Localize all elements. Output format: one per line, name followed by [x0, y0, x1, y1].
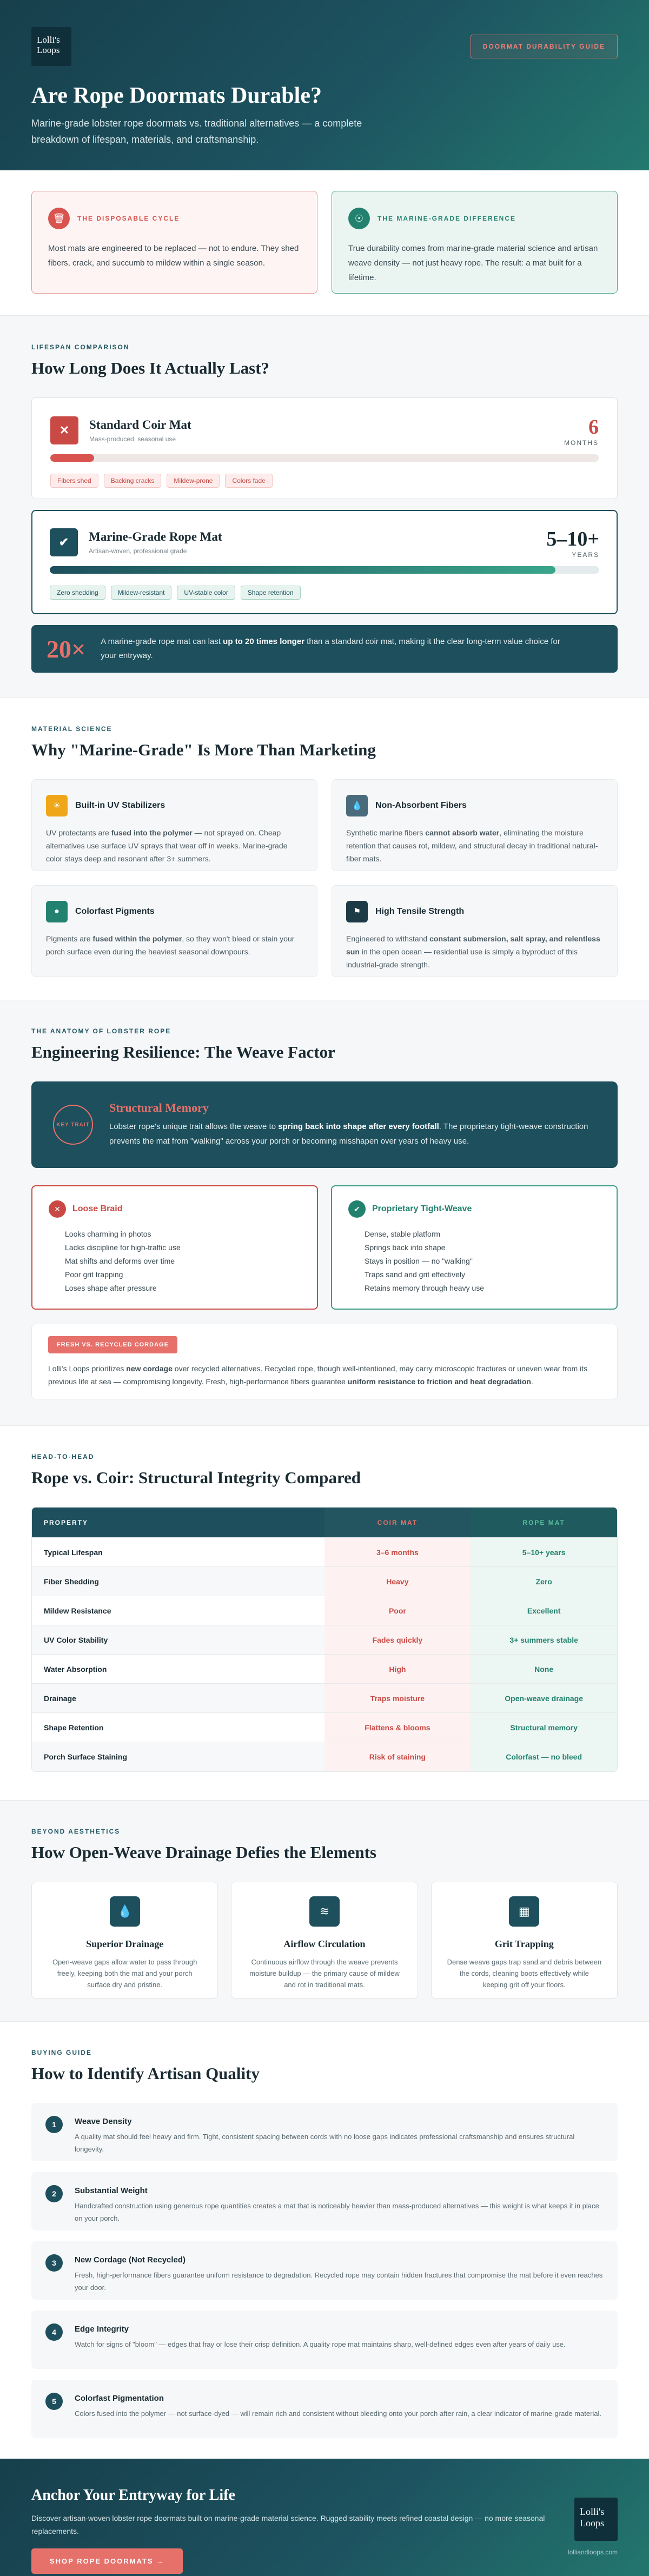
- banner-text: A marine-grade rope mat can last up to 20 times longer than a standard coir mat, making it the clear long-term value choice for your entryway.: [101, 637, 560, 660]
- lifespan-bar: [50, 454, 599, 462]
- feature-card-airflow: [231, 1882, 418, 1999]
- table-cell: Structural memory: [471, 1713, 617, 1742]
- table-cell: None: [471, 1655, 617, 1683]
- table-cell: Open-weave drainage: [471, 1684, 617, 1712]
- mat-subtitle: Mass-produced, seasonal use: [89, 435, 176, 443]
- card-title: Loose Braid: [72, 1204, 123, 1213]
- card-title: THE DISPOSABLE CYCLE: [77, 215, 180, 222]
- list-item: Traps sand and grit effectively: [365, 1270, 465, 1279]
- section-title: Why "Marine-Grade" Is More Than Marketing: [31, 740, 376, 759]
- section-title: How to Identify Artisan Quality: [31, 2064, 260, 2083]
- material-body: UV protectants are fused into the polymer — not sprayed on. Cheap alternatives use surface UV sprays that wear off in weeks. Marine-grade color stays deep and resonant after 3+ summers.: [46, 828, 288, 863]
- section-title: Rope vs. Coir: Structural Integrity Compared: [31, 1468, 361, 1487]
- material-card-pigments: [31, 885, 317, 977]
- marine-grade-card: [332, 191, 618, 294]
- shield-check-icon: ✔: [50, 528, 78, 556]
- table-cell: Fiber Shedding: [32, 1567, 325, 1596]
- weave-section: [0, 1000, 649, 1425]
- section-kicker: BEYOND AESTHETICS: [31, 1828, 121, 1835]
- step-title: Colorfast Pigmentation: [75, 2394, 164, 2403]
- lifespan-value: 6: [588, 416, 599, 439]
- step-title: Edge Integrity: [75, 2325, 129, 2334]
- material-title: High Tensile Strength: [375, 907, 465, 916]
- list-item: Dense, stable platform: [365, 1230, 441, 1238]
- feature-body: Continuous airflow through the weave prevents moisture buildup — the primary cause of mildew and rot in traditional mats.: [249, 1958, 400, 1989]
- lifespan-value: 5–10+: [546, 528, 599, 550]
- table-cell: Shape Retention: [44, 1723, 104, 1732]
- table-cell: UV Color Stability: [32, 1625, 325, 1654]
- section-title: How Open-Weave Drainage Defies the Elements: [31, 1843, 376, 1862]
- material-body: Engineered to withstand constant submersion, salt spray, and relentless sun in the open ocean — residential use is simply a byproduct of this industrial-grade strength.: [346, 934, 600, 969]
- section-kicker: LIFESPAN COMPARISON: [31, 343, 130, 351]
- table-cell: Flattens & blooms: [325, 1713, 471, 1742]
- feature-title: Superior Drainage: [86, 1938, 164, 1949]
- table-cell: Heavy: [325, 1567, 471, 1596]
- step-number: 2: [45, 2185, 63, 2202]
- material-card-tensile: [332, 885, 618, 977]
- structural-body: Lobster rope's unique trait allows the weave to spring back into shape after every footfall. The proprietary tight-weave construction prevents the mat from "walking" across your porch or becoming misshapen over years of heavy use.: [109, 1122, 588, 1146]
- material-title: Colorfast Pigments: [75, 907, 155, 916]
- grid-icon: ▦: [509, 1896, 539, 1927]
- palette-icon: ●: [46, 901, 68, 922]
- shop-doormats-button[interactable]: SHOP ROPE DOORMATS →: [31, 2548, 183, 2574]
- table-row: [32, 1625, 617, 1655]
- close-icon: ✕: [50, 416, 78, 444]
- recycled-body: Lolli's Loops prioritizes new cordage over recycled alternatives. Recycled rope, though well-intentioned, may carry microscopic fractures or uneven wear from its previous life at sea — compromising longevity. Fresh, high-performance fibers guarantee uniform resistance to friction and heat degradation.: [48, 1364, 588, 1386]
- step-body: Colors fused into the polymer — not surface-dyed — will remain rich and consistent without bleeding onto your porch after rain, a clear indicator of marine-grade material.: [75, 2409, 602, 2418]
- table-cell: Drainage: [32, 1684, 325, 1712]
- comparison-table: [31, 1507, 618, 1772]
- list-item: Lacks discipline for high-traffic use: [65, 1243, 181, 1252]
- section-title: Engineering Resilience: The Weave Factor: [31, 1043, 335, 1061]
- mat-name: Standard Coir Mat: [89, 418, 191, 431]
- table-cell: 5–10+ years: [471, 1538, 617, 1566]
- loose-braid-list: [49, 1227, 301, 1295]
- multiplier: 20×: [47, 635, 86, 663]
- feature-body: Open-weave gaps allow water to pass through freely, keeping both the mat and your porch surface dry and pristine.: [52, 1958, 197, 1989]
- feature-tag: Fibers shed: [50, 474, 98, 488]
- feature-tag: Zero shedding: [50, 586, 105, 600]
- check-icon: ✔: [348, 1200, 366, 1218]
- feature-card-grit: [431, 1882, 618, 1999]
- table-cell: Fades quickly: [325, 1625, 471, 1654]
- feature-tag: Mildew-prone: [167, 474, 220, 488]
- table-row: [32, 1713, 617, 1742]
- step-body: A quality mat should feel heavy and firm. Tight, consistent spacing between cords with no loose gaps indicates professional craftsmanship and ensures structural longevity.: [75, 2133, 575, 2153]
- water-drop-icon: 💧: [110, 1896, 140, 1927]
- comparison-table-section: [0, 1425, 649, 1800]
- step-number: 4: [45, 2323, 63, 2341]
- material-science-section: [0, 698, 649, 1000]
- list-item: Retains memory through heavy use: [365, 1284, 484, 1292]
- brand-logo[interactable]: Lolli's Loops: [31, 27, 71, 66]
- list-item: Poor grit trapping: [65, 1270, 123, 1279]
- column-header: PROPERTY: [44, 1518, 89, 1526]
- feature-card-drainage: [31, 1882, 218, 1999]
- table-row: [32, 1567, 617, 1596]
- recycled-cordage-panel: [31, 1324, 618, 1399]
- step-title: New Cordage (Not Recycled): [75, 2255, 186, 2265]
- list-item: Mat shifts and deforms over time: [65, 1257, 175, 1265]
- feature-tag: Mildew-resistant: [111, 586, 172, 600]
- table-row: [32, 1655, 617, 1684]
- material-body: Synthetic marine fibers cannot absorb water, eliminating the moisture retention that causes rot, mildew, and structural decay in traditional natural-fiber mats.: [346, 828, 598, 863]
- lifespan-bar-fill: [50, 566, 555, 574]
- marine-mat-card: [31, 510, 618, 614]
- durability-guide-button[interactable]: DOORMAT DURABILITY GUIDE: [471, 35, 618, 58]
- column-header: COIR MAT: [325, 1508, 471, 1537]
- card-title: THE MARINE-GRADE DIFFERENCE: [378, 215, 516, 222]
- card-body: Most mats are engineered to be replaced — not to endure. They shed fibers, crack, and succumb to mildew within a single season.: [48, 244, 299, 268]
- table-cell: High: [325, 1655, 471, 1683]
- card-title: Proprietary Tight-Weave: [372, 1204, 472, 1213]
- feature-tag: Colors fade: [225, 474, 272, 488]
- coir-mat-card: [31, 397, 618, 499]
- disposable-cycle-card: [31, 191, 317, 294]
- feature-body: Dense weave gaps trap sand and debris between the cords, cleaning boots effectively while keeping grit off your floors.: [447, 1958, 602, 1989]
- list-item: Loses shape after pressure: [65, 1284, 157, 1292]
- wind-icon: ≋: [309, 1896, 340, 1927]
- lifespan-bar: [50, 566, 599, 574]
- buying-guide-item: [31, 2103, 618, 2161]
- material-title: Built-in UV Stabilizers: [75, 801, 165, 810]
- table-row: [32, 1742, 617, 1771]
- structural-memory-panel: [31, 1081, 618, 1168]
- tight-weave-card: [331, 1185, 618, 1310]
- coir-tags: [50, 474, 599, 488]
- table-cell: Mildew Resistance: [44, 1606, 111, 1615]
- material-card-uv: [31, 779, 317, 871]
- marine-tags: [50, 586, 599, 600]
- lifespan-unit: MONTHS: [564, 439, 599, 447]
- buying-guide-item: [31, 2241, 618, 2300]
- table-cell: Risk of staining: [325, 1742, 471, 1771]
- flag-icon: ⚑: [346, 901, 368, 922]
- step-number: 3: [45, 2254, 63, 2272]
- section-kicker: HEAD-TO-HEAD: [31, 1453, 95, 1460]
- feature-tag: Shape retention: [241, 586, 301, 600]
- section-kicker: MATERIAL SCIENCE: [31, 725, 112, 733]
- hero-subtitle: Marine-grade lobster rope doormats vs. traditional alternatives — a complete breakdown of lifespan, materials, and craftsmanship.: [31, 118, 362, 145]
- table-cell: Water Absorption: [44, 1664, 107, 1674]
- lifespan-bar-fill: [50, 454, 94, 462]
- table-cell: Zero: [471, 1567, 617, 1596]
- feature-title: Airflow Circulation: [283, 1938, 366, 1949]
- key-trait-badge: KEY TRAIT: [53, 1105, 93, 1145]
- step-number: 1: [45, 2116, 63, 2133]
- buying-guide-section: [0, 2021, 649, 2459]
- shield-icon: ☉: [348, 208, 370, 229]
- page-title: Are Rope Doormats Durable?: [31, 83, 322, 108]
- footer-cta: [0, 2459, 649, 2576]
- step-body: Handcrafted construction using generous rope quantities creates a mat that is noticeably heavier than mass-produced alternatives — this weight is what keeps it in place on your porch.: [75, 2202, 599, 2222]
- table-cell: Traps moisture: [325, 1684, 471, 1712]
- material-card-fibers: [332, 779, 618, 871]
- mat-subtitle: Artisan-woven, professional grade: [89, 547, 187, 555]
- hero: [0, 0, 649, 170]
- table-cell: Excellent: [471, 1596, 617, 1625]
- card-body: True durability comes from marine-grade material science and artisan weave density — not just heavy rope. The result: a mat built for a lifetime.: [348, 244, 598, 282]
- feature-title: Grit Trapping: [494, 1938, 554, 1949]
- lifespan-section: [0, 315, 649, 698]
- intro-comparison: [0, 170, 649, 315]
- recycled-badge: FRESH VS. RECYCLED CORDAGE: [48, 1336, 177, 1353]
- table-cell: 3–6 months: [325, 1538, 471, 1566]
- section-kicker: THE ANATOMY OF LOBSTER ROPE: [31, 1027, 171, 1035]
- step-title: Weave Density: [75, 2117, 132, 2126]
- footer-logo[interactable]: Lolli's Loops: [574, 2498, 618, 2541]
- buying-guide-item: [31, 2172, 618, 2230]
- footer-body: Discover artisan-woven lobster rope doormats built on marine-grade material science. Rugged stability meets refined coastal design — no more seasonal replacements.: [31, 2514, 545, 2535]
- structural-title: Structural Memory: [109, 1101, 209, 1114]
- lifespan-unit: YEARS: [572, 551, 599, 559]
- table-row: [32, 1596, 617, 1625]
- list-item: Stays in position — no "walking": [365, 1257, 473, 1265]
- buying-guide-item: [31, 2380, 618, 2438]
- step-body: Watch for signs of "bloom" — edges that fray or lose their crisp definition. A quality rope mat maintains sharp, well-defined edges even after years of daily use.: [75, 2340, 566, 2348]
- aesthetics-section: [0, 1800, 649, 2021]
- section-title: How Long Does It Actually Last?: [31, 358, 270, 377]
- tight-weave-list: [348, 1227, 600, 1295]
- close-icon: ✕: [49, 1200, 66, 1218]
- table-cell: Poor: [325, 1596, 471, 1625]
- table-cell: Colorfast — no bleed: [471, 1742, 617, 1771]
- list-item: Springs back into shape: [365, 1243, 446, 1252]
- mat-name: Marine-Grade Rope Mat: [89, 530, 222, 543]
- feature-tag: Backing cracks: [104, 474, 162, 488]
- trash-icon: 🗑: [48, 208, 70, 229]
- table-cell: 3+ summers stable: [471, 1625, 617, 1654]
- step-body: Fresh, high-performance fibers guarantee uniform resistance to degradation. Recycled rope may contain hidden fractures that compromise the mat before it even reaches your door.: [75, 2271, 603, 2292]
- footer-title: Anchor Your Entryway for Life: [31, 2487, 235, 2504]
- sun-icon: ☀: [46, 795, 68, 816]
- feature-tag: UV-stable color: [177, 586, 235, 600]
- table-row: [32, 1538, 617, 1567]
- table-header: [32, 1508, 617, 1538]
- table-cell: Porch Surface Staining: [32, 1742, 325, 1771]
- list-item: Looks charming in photos: [65, 1230, 151, 1238]
- step-title: Substantial Weight: [75, 2186, 148, 2195]
- section-kicker: BUYING GUIDE: [31, 2049, 92, 2056]
- footer-site-link[interactable]: lolliandloops.com: [567, 2548, 618, 2556]
- material-title: Non-Absorbent Fibers: [375, 801, 467, 810]
- water-drop-icon: 💧: [346, 795, 368, 816]
- step-number: 5: [45, 2393, 63, 2410]
- column-header: ROPE MAT: [471, 1508, 617, 1537]
- table-cell: Typical Lifespan: [44, 1548, 103, 1557]
- loose-braid-card: [31, 1185, 318, 1310]
- twenty-times-banner: [31, 625, 618, 673]
- buying-guide-item: [31, 2311, 618, 2369]
- table-row: [32, 1684, 617, 1713]
- material-body: Pigments are fused within the polymer, so they won't bleed or stain your porch surface even during the heaviest seasonal downpours.: [46, 934, 295, 956]
